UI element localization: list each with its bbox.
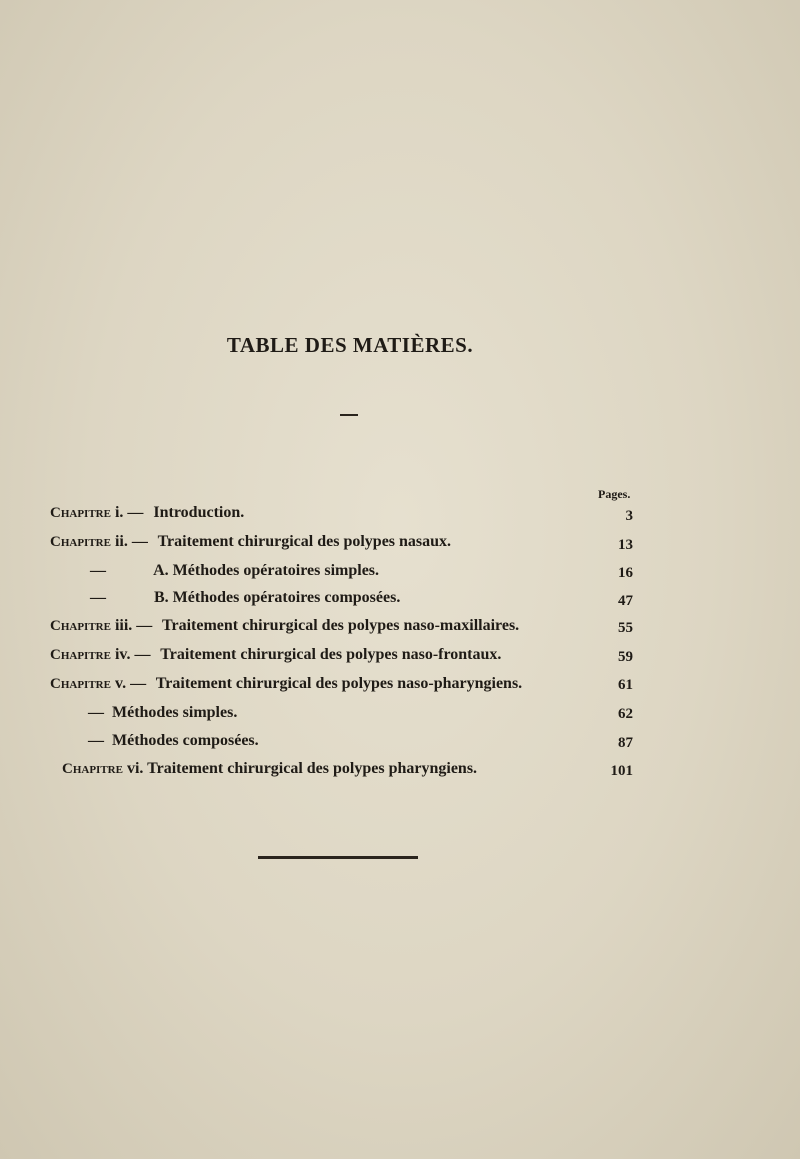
entry-page: 59 [618,649,633,665]
entry-numeral: v. [114,675,127,692]
entry-numeral: ii. [114,533,128,550]
entry-prefix: Chapitre [50,505,111,521]
entry-text: Introduction. [153,504,245,521]
toc-entry [88,704,237,722]
toc-entry [62,760,477,778]
pages-column-label: Pages. [598,487,631,501]
entry-numeral: vi. [126,760,144,777]
entry-text: B. Méthodes opératoires composées. [154,589,401,606]
entry-separator: — [90,589,106,606]
page-title: TABLE DES MATIÈRES. [226,333,474,357]
entry-numeral: iv. [114,646,131,663]
entry-numeral: i. [114,504,124,521]
entry-prefix: Chapitre [50,618,111,634]
entry-separator: — [134,646,151,663]
toc-entry [50,646,501,664]
entry-separator: — [88,732,104,749]
entry-separator: — [136,617,153,634]
entry-prefix: Chapitre [62,761,123,777]
closing-rule [258,856,418,859]
entry-text: Traitement chirurgical des polypes naso-frontaux. [160,646,502,663]
entry-text: A. Méthodes opératoires simples. [153,562,380,579]
entry-page: 101 [610,763,633,779]
toc-entry [50,675,522,693]
entry-page: 47 [618,593,633,609]
entry-prefix: Chapitre [50,647,111,663]
entry-text: Traitement chirurgical des polypes pharyngiens. [147,760,478,777]
entry-text: Méthodes composées. [112,732,259,749]
entry-separator: — [127,504,144,521]
toc-entry [50,533,451,551]
entry-page: 62 [618,706,633,722]
entry-page: 55 [618,620,633,636]
title-divider [340,414,358,416]
entry-text: Méthodes simples. [112,704,238,721]
entry-separator: — [90,562,106,579]
entry-numeral: iii. [114,617,133,634]
entry-separator: — [88,704,104,721]
entry-text: Traitement chirurgical des polypes nasaux. [157,533,452,550]
entry-page: 13 [618,537,633,553]
toc-entry [90,562,379,580]
entry-page: 87 [618,735,633,751]
entry-text: Traitement chirurgical des polypes naso-maxillaires. [162,617,520,634]
entry-page: 61 [618,677,633,693]
entry-separator: — [130,675,147,692]
toc-entry [50,617,519,635]
entry-prefix: Chapitre [50,676,111,692]
toc-entry [88,732,259,750]
entry-page: 16 [618,565,633,581]
toc-entry [90,589,400,607]
toc-entry [50,504,244,522]
entry-page: 3 [625,508,633,524]
entry-text: Traitement chirurgical des polypes naso-pharyngiens. [155,675,523,692]
entry-separator: — [131,533,148,550]
entry-prefix: Chapitre [50,534,111,550]
